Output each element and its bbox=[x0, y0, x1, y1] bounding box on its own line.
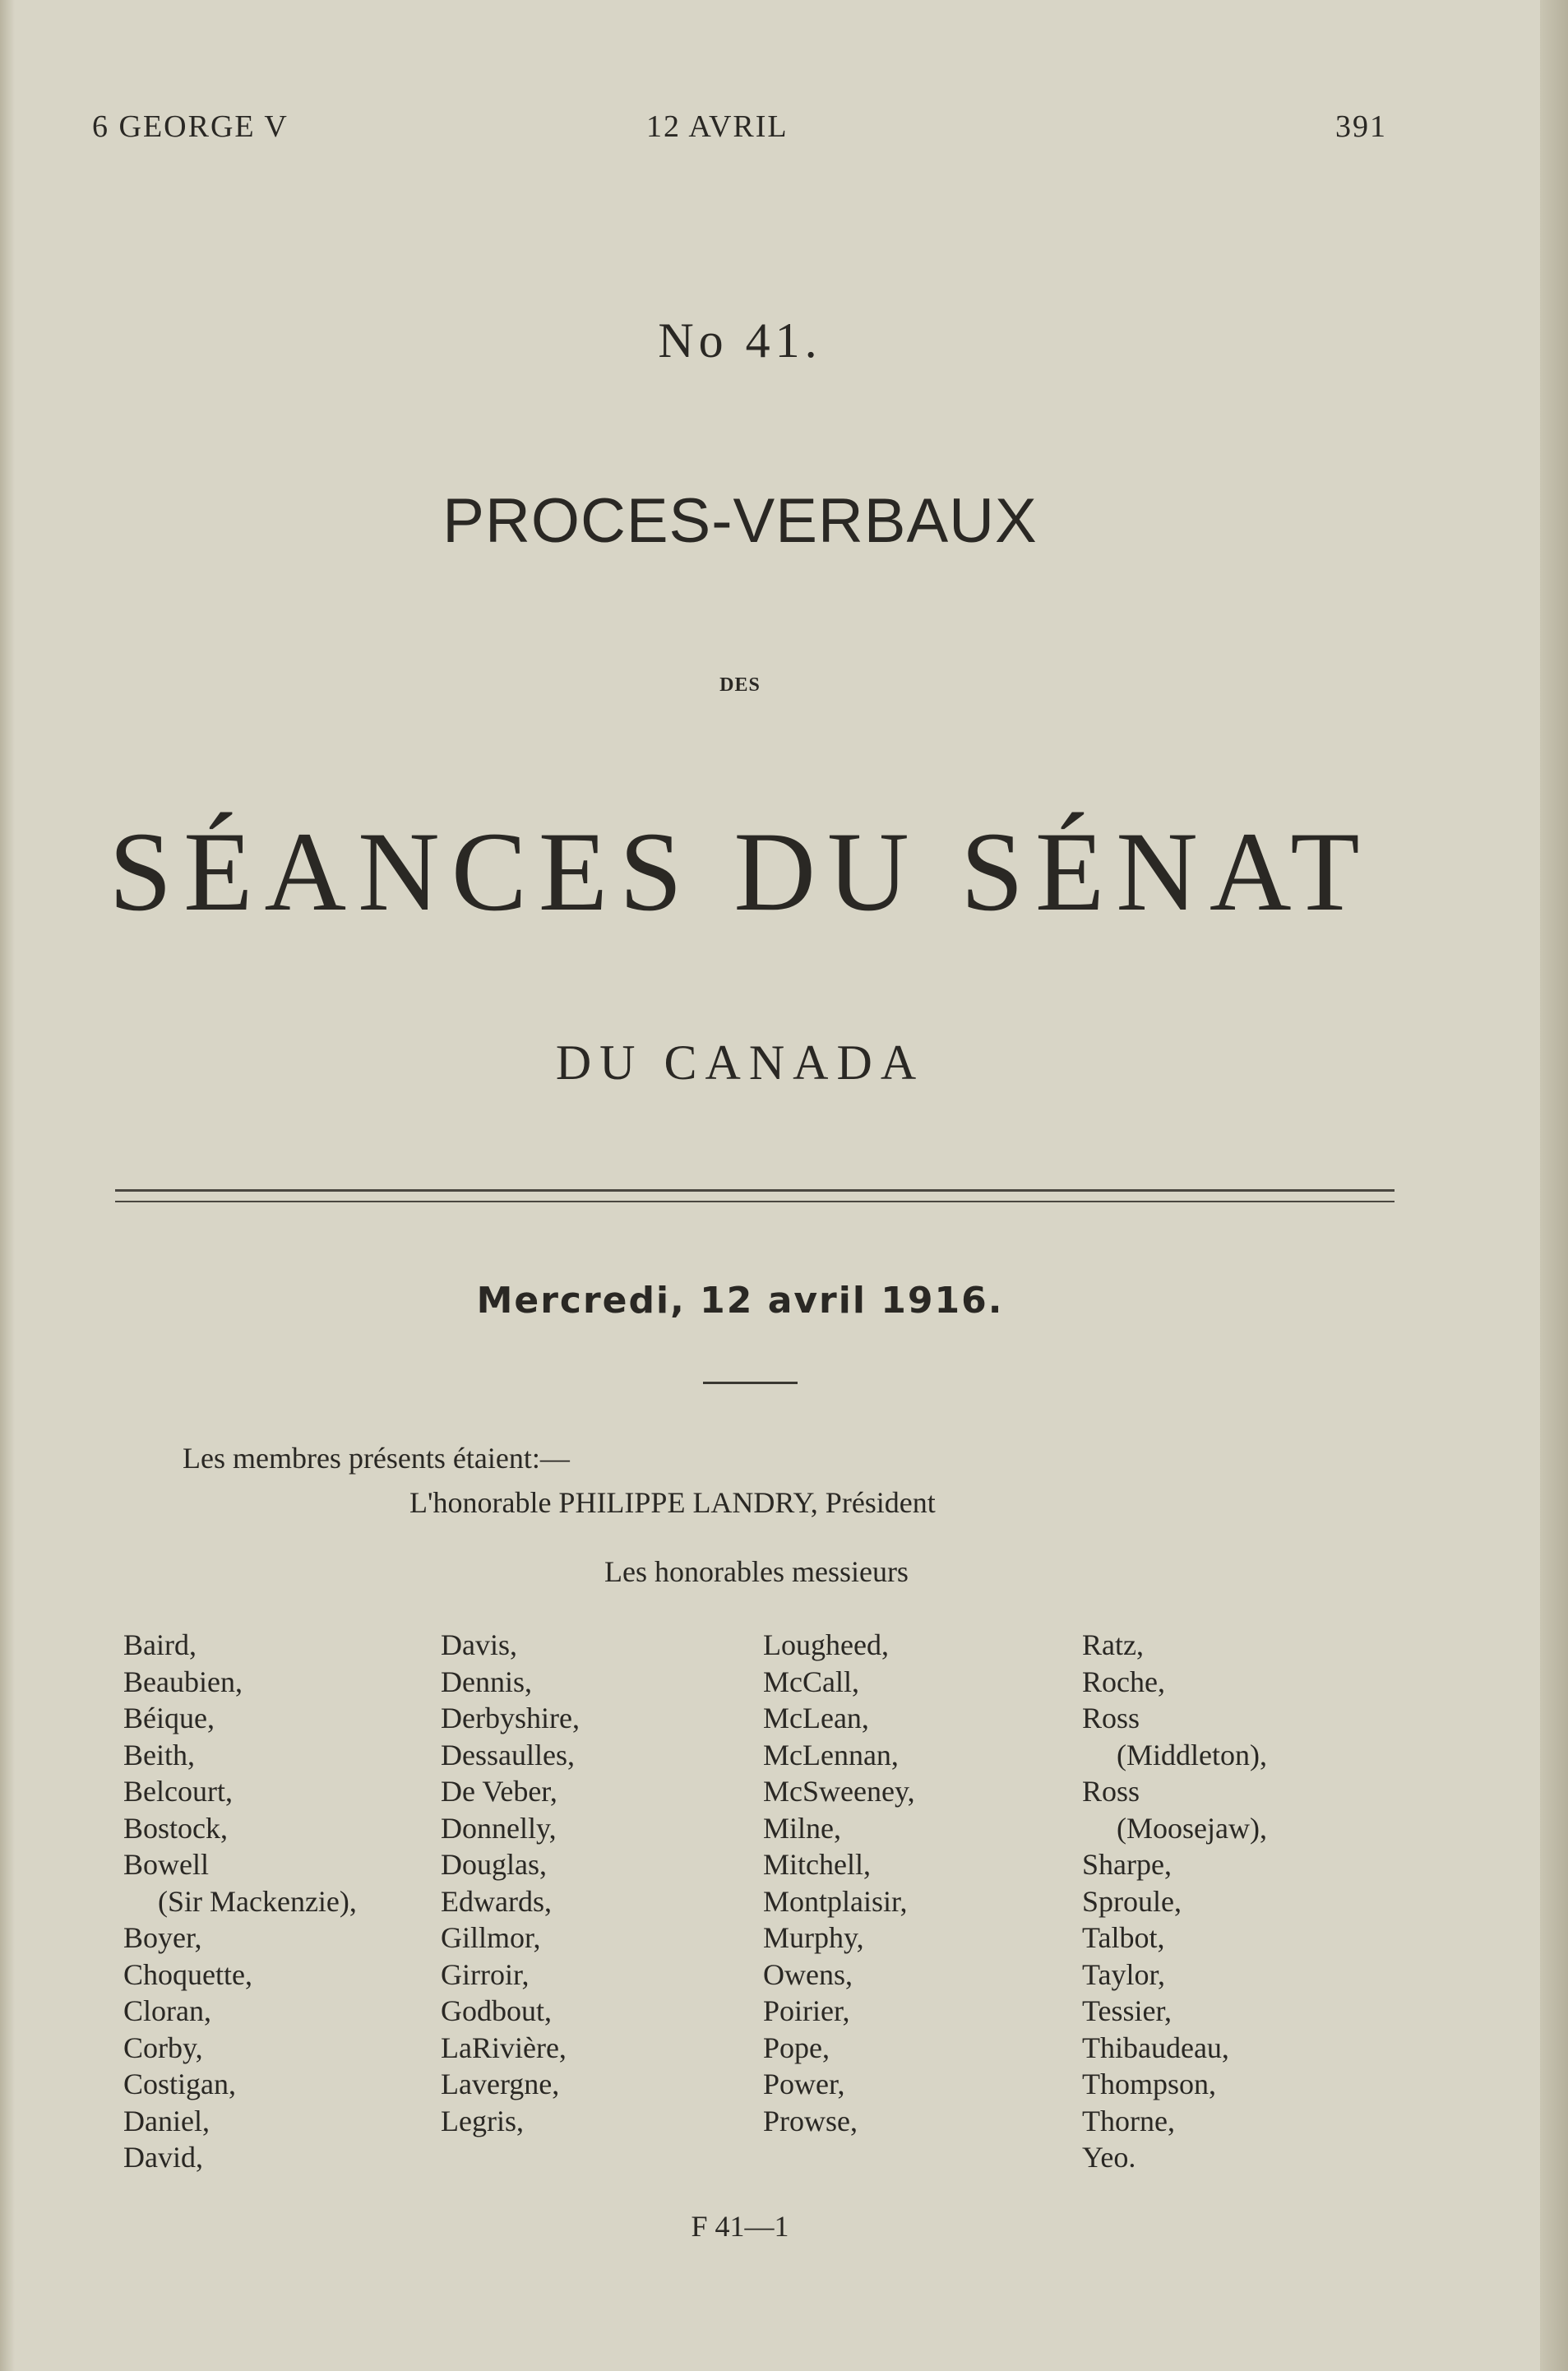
honorables-heading: Les honorables messieurs bbox=[604, 1555, 909, 1588]
double-rule-bottom bbox=[115, 1201, 1395, 1202]
member-name: Roche, bbox=[1082, 1665, 1165, 1698]
member-name: Lougheed, bbox=[763, 1628, 889, 1661]
member-name: Davis, bbox=[441, 1628, 517, 1661]
member-name: McSweeney, bbox=[763, 1775, 915, 1808]
running-head-date: 12 AVRIL bbox=[646, 109, 789, 144]
member-name: Douglas, bbox=[441, 1848, 547, 1881]
member-name: Milne, bbox=[763, 1811, 841, 1845]
member-name: Derbyshire, bbox=[441, 1702, 580, 1734]
member-name: Donnelly, bbox=[441, 1811, 557, 1845]
title-seances-du-senat: SÉANCES DU SÉNAT bbox=[109, 808, 1371, 934]
member-name: Bowell bbox=[123, 1848, 209, 1881]
issue-number: No 41. bbox=[658, 313, 822, 368]
member-name: David, bbox=[123, 2141, 203, 2174]
member-name: Sproule, bbox=[1082, 1884, 1182, 1918]
member-name: Dessaulles, bbox=[441, 1738, 575, 1771]
running-head-regnal-year: 6 GEORGE V bbox=[92, 109, 289, 144]
title-proces-verbaux: PROCES-VERBAUX bbox=[442, 486, 1038, 556]
member-name: Girroir, bbox=[441, 1957, 530, 1991]
member-name: Choquette, bbox=[123, 1957, 252, 1991]
member-name: Yeo. bbox=[1082, 2141, 1136, 2174]
member-name: Tessier, bbox=[1082, 1994, 1173, 2027]
member-name: McLean, bbox=[763, 1702, 869, 1734]
member-name-qualifier: (Sir Mackenzie), bbox=[158, 1884, 357, 1918]
member-name-qualifier: (Middleton), bbox=[1117, 1738, 1267, 1771]
member-name: Corby, bbox=[123, 2031, 203, 2064]
member-name: Gillmor, bbox=[441, 1921, 541, 1954]
book-spine-edge bbox=[1540, 0, 1568, 2371]
member-name: Pope, bbox=[763, 2031, 830, 2064]
member-name: Edwards, bbox=[441, 1884, 552, 1918]
signature-mark: F 41—1 bbox=[691, 2210, 789, 2243]
member-name: Lavergne, bbox=[441, 2068, 560, 2100]
member-name: Costigan, bbox=[123, 2068, 237, 2100]
member-name: Sharpe, bbox=[1082, 1848, 1172, 1881]
member-name-qualifier: (Moosejaw), bbox=[1117, 1811, 1267, 1845]
sitting-date: Mercredi, 12 avril 1916. bbox=[476, 1280, 1004, 1322]
member-name: Power, bbox=[763, 2068, 845, 2100]
title-du-canada: DU CANADA bbox=[555, 1035, 925, 1090]
member-name: Ross bbox=[1082, 1702, 1140, 1734]
short-divider bbox=[703, 1382, 798, 1384]
member-name: McLennan, bbox=[763, 1738, 899, 1771]
members-column-2 bbox=[441, 1627, 580, 2139]
members-column-1 bbox=[123, 1627, 357, 2176]
member-name: Dennis, bbox=[441, 1665, 532, 1698]
member-name: Béique, bbox=[123, 1702, 215, 1734]
member-name: Thompson, bbox=[1082, 2068, 1217, 2100]
president-line: L'honorable PHILIPPE LANDRY, Président bbox=[409, 1486, 936, 1519]
member-name: LaRivière, bbox=[441, 2031, 567, 2064]
member-name: Poirier, bbox=[763, 1994, 850, 2027]
member-name: Bostock, bbox=[123, 1811, 229, 1845]
members-column-4 bbox=[1082, 1627, 1267, 2176]
member-name: Murphy, bbox=[763, 1921, 864, 1954]
member-name: Montplaisir, bbox=[763, 1884, 908, 1918]
double-rule-top bbox=[115, 1189, 1395, 1192]
member-name: Godbout, bbox=[441, 1994, 552, 2027]
member-name: Mitchell, bbox=[763, 1848, 871, 1881]
member-name: Cloran, bbox=[123, 1994, 211, 2027]
member-name: Ross bbox=[1082, 1775, 1140, 1808]
member-name: Daniel, bbox=[123, 2104, 210, 2137]
page-number: 391 bbox=[1335, 109, 1387, 144]
member-name: Owens, bbox=[763, 1957, 853, 1991]
member-name: De Veber, bbox=[441, 1775, 557, 1808]
member-name: Beaubien, bbox=[123, 1665, 243, 1698]
member-name: Thorne, bbox=[1082, 2104, 1175, 2137]
member-name: Baird, bbox=[123, 1628, 197, 1661]
member-name: Belcourt, bbox=[123, 1775, 233, 1808]
present-intro: Les membres présents étaient:— bbox=[183, 1442, 570, 1475]
member-name: McCall, bbox=[763, 1665, 859, 1698]
member-name: Thibaudeau, bbox=[1082, 2031, 1229, 2064]
member-name: Taylor, bbox=[1082, 1957, 1166, 1991]
member-name: Legris, bbox=[441, 2104, 524, 2137]
member-name: Boyer, bbox=[123, 1921, 202, 1954]
member-name: Prowse, bbox=[763, 2104, 858, 2137]
member-name: Ratz, bbox=[1082, 1628, 1144, 1661]
title-des: DES bbox=[719, 674, 761, 696]
member-name: Beith, bbox=[123, 1738, 195, 1771]
members-column-3 bbox=[763, 1627, 915, 2139]
member-name: Talbot, bbox=[1082, 1921, 1165, 1954]
